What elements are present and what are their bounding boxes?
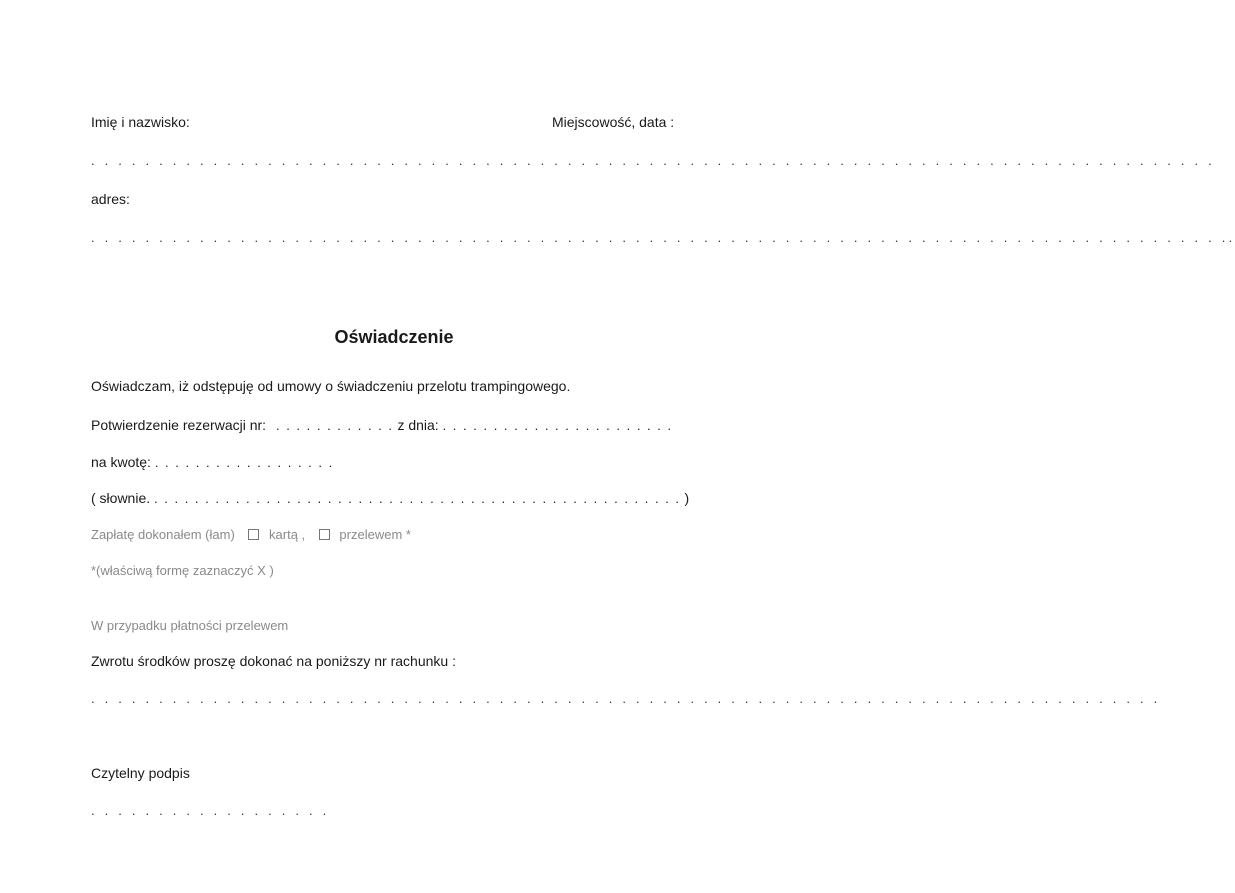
transfer-checkbox[interactable]	[319, 529, 330, 540]
transfer-case-text: W przypadku płatności przelewem	[91, 618, 289, 633]
name-label: Imię i nazwisko:	[91, 114, 190, 130]
document-title: Oświadczenie	[334, 327, 454, 347]
amount-dots: . . . . . . . . . . . . . . . . . .	[154, 455, 334, 470]
place-date-label: Miejscowość, data :	[552, 114, 675, 130]
account-dotted-line: . . . . . . . . . . . . . . . . . . . . . . . . . . . . . . . . . . . . . . . . . . . . . . . . . . . . . . . . . . . . . . . . . . . . . . . . . . . . . . .	[91, 691, 1161, 706]
reservation-line	[91, 416, 673, 435]
reservation-label: Potwierdzenie rezerwacji nr:	[91, 417, 267, 433]
payment-line	[91, 526, 411, 544]
words-dots: . . . . . . . . . . . . . . . . . . . . . . . . . . . . . . . . . . . . . . . . . . . . . . . . . . . .	[154, 491, 681, 506]
signature-dotted-line: . . . . . . . . . . . . . . . . . .	[91, 803, 330, 818]
amount-label: na kwotę:	[91, 454, 151, 470]
payment-label: Zapłatę dokonałem (łam)	[91, 527, 235, 542]
payment-transfer-label: przelewem *	[339, 527, 411, 542]
address-dotted-line: . . . . . . . . . . . . . . . . . . . . . . . . . . . . . . . . . . . . . . . . . . . . . . . . . . . . . . . . . . . . . . . . . . . . . . . . . . . . . . . . . . . ..	[91, 230, 1235, 245]
payment-note: *(właściwą formę zaznaczyć X )	[91, 563, 274, 578]
signature-label: Czytelny podpis	[91, 765, 190, 781]
name-dotted-line: . . . . . . . . . . . . . . . . . . . . . . . . . . . . . . . . . . . . . . . . . . . . . . . . . . . . . . . . . . . . . . . . . . . . . . . . . . . . . . . . . . .	[91, 153, 1215, 168]
words-close: )	[684, 490, 690, 506]
statement-text: Oświadczam, iż odstępuję od umowy o świadczeniu przelotu trampingowego.	[91, 378, 571, 394]
refund-label: Zwrotu środków proszę dokonać na poniższy nr rachunku :	[91, 653, 456, 669]
words-line	[91, 489, 689, 508]
address-label: adres:	[91, 191, 130, 207]
amount-line	[91, 453, 334, 472]
words-label: ( słownie.	[91, 490, 151, 506]
payment-card-label: kartą ,	[269, 527, 306, 542]
date-dots: . . . . . . . . . . . . . . . . . . . . . . .	[442, 418, 673, 433]
date-label: z dnia:	[397, 417, 439, 433]
reservation-dots: . . . . . . . . . . . .	[275, 418, 394, 433]
card-checkbox[interactable]	[248, 529, 259, 540]
